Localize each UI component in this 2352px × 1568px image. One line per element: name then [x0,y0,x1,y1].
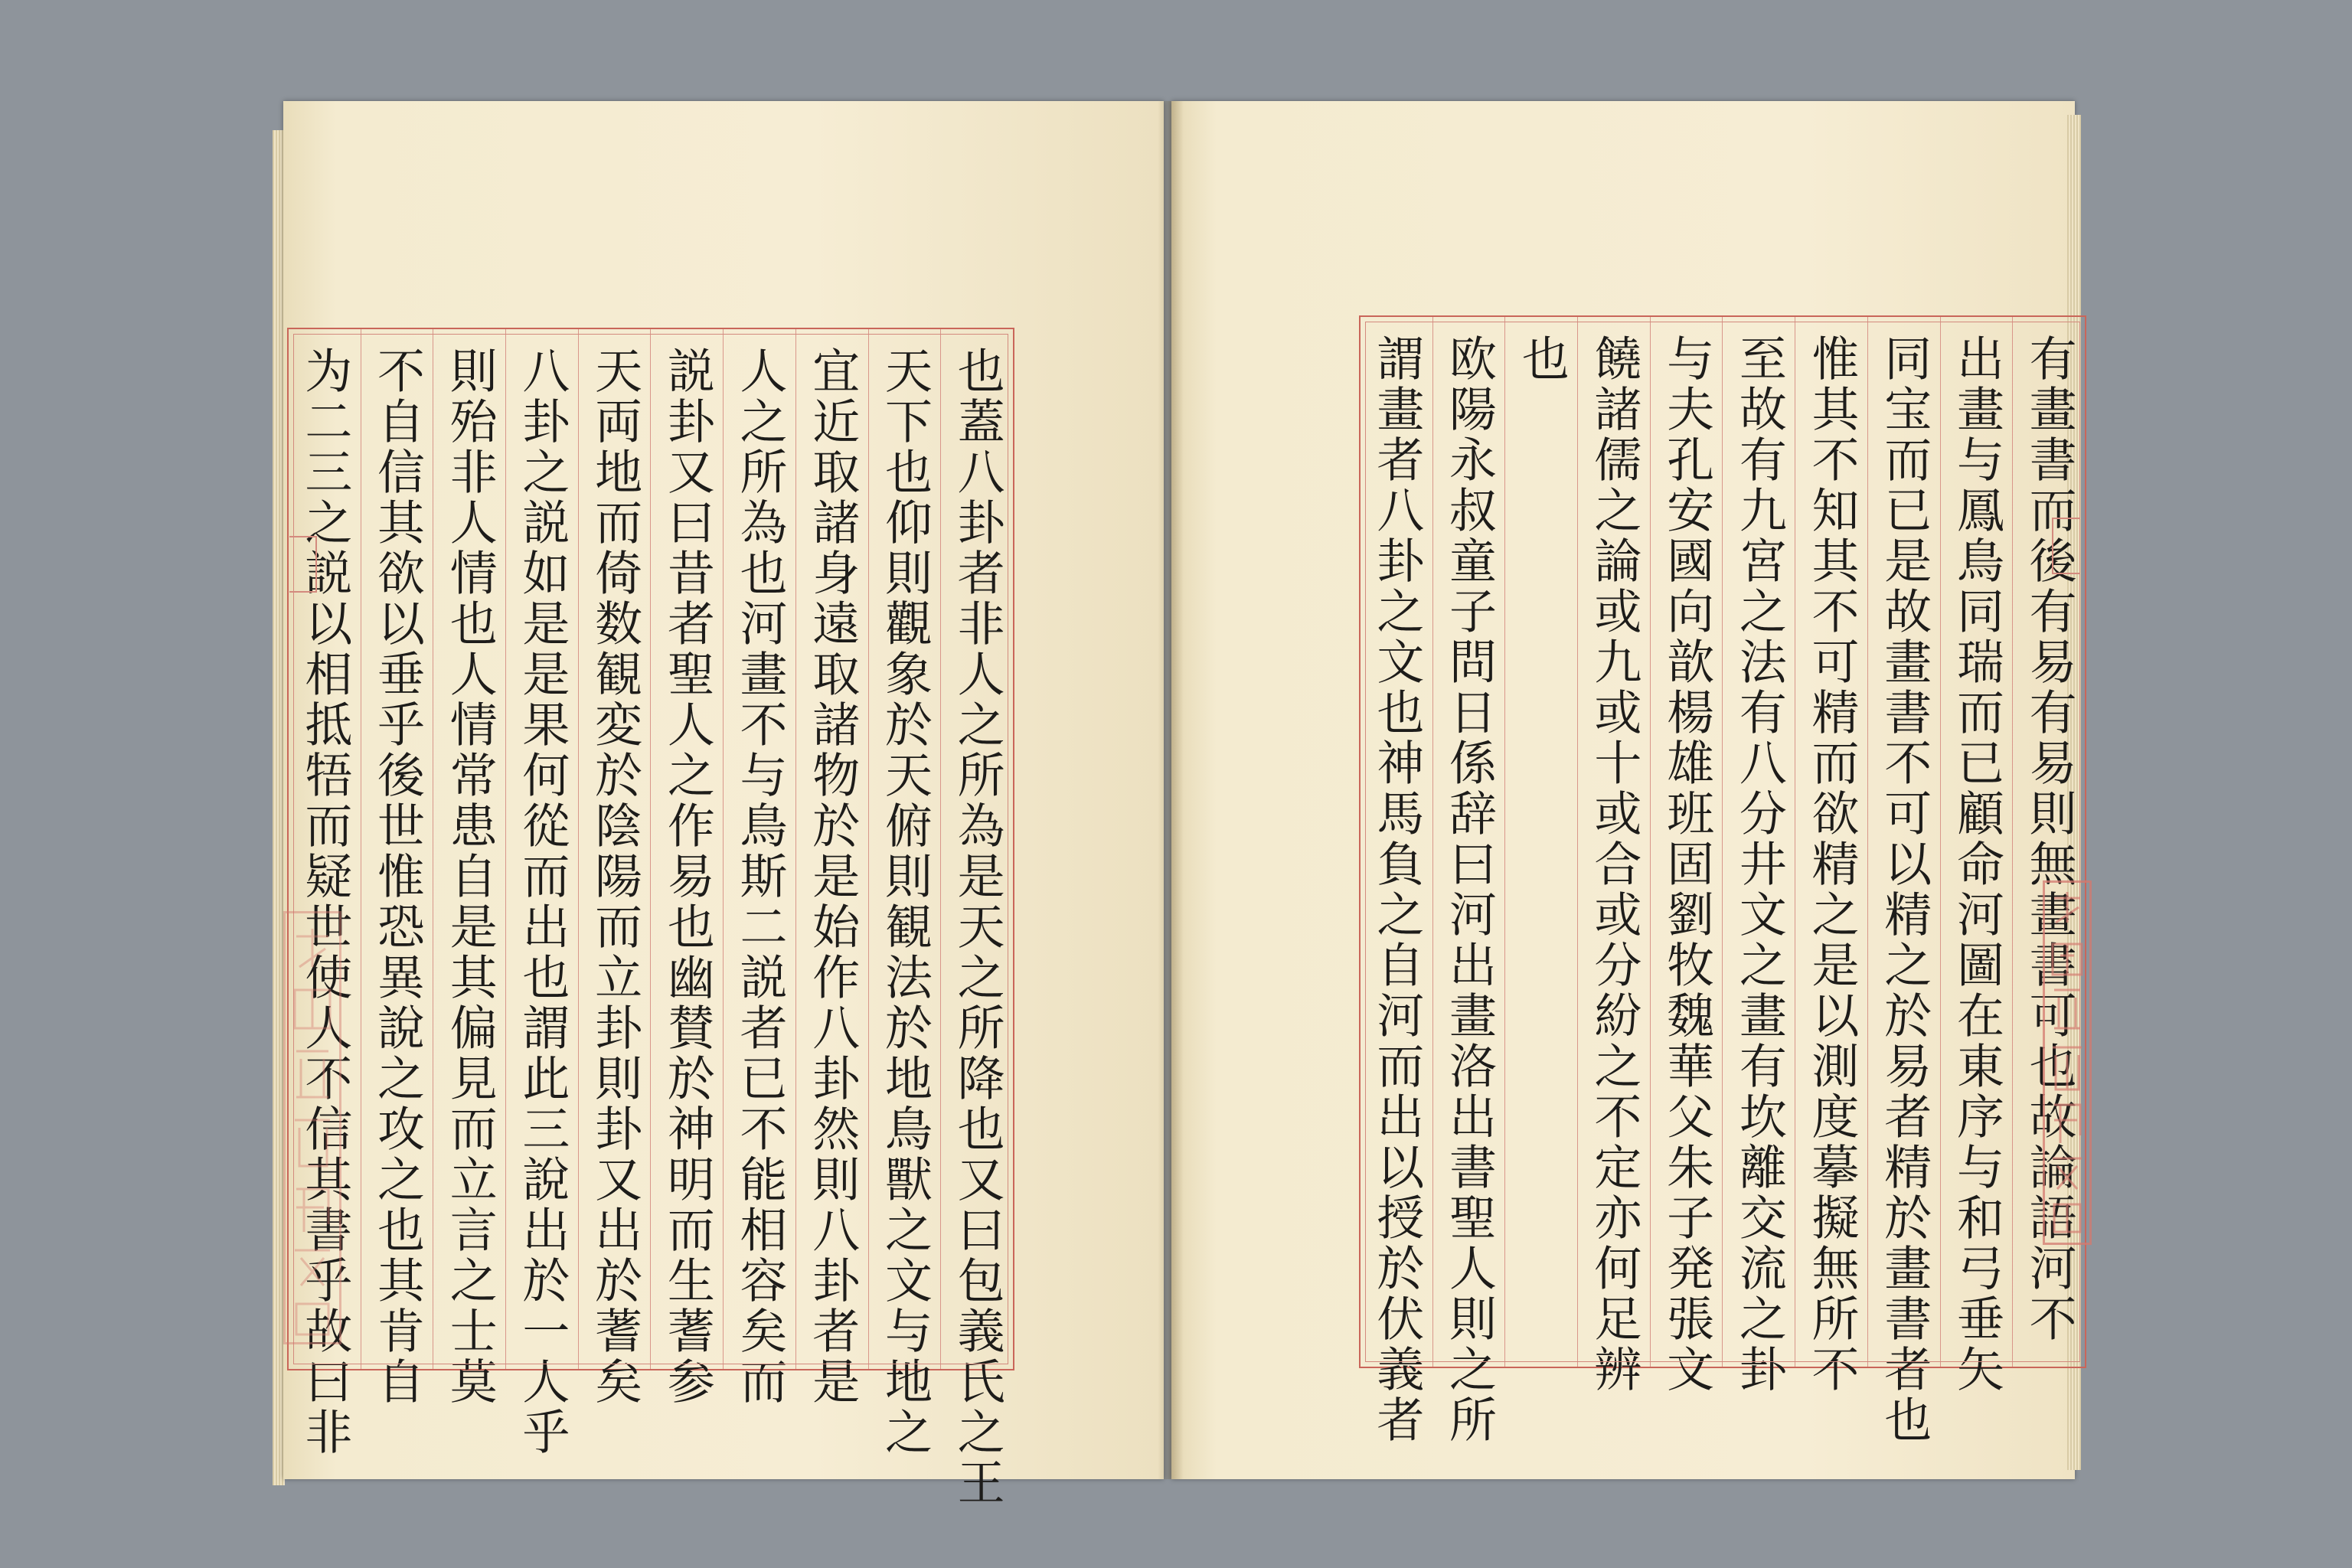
text-column-content: 説卦又曰昔者聖人之作易也幽賛於神明而生蓍参 [659,346,716,1407]
text-column-content: 饒諸儒之論或九或十或合或分紛之不定亦何足辨 [1586,334,1642,1395]
text-column [940,329,1013,1508]
text-column-content: 天両地而倚数観変於陰陽而立卦則卦又出於蓍矣 [586,346,643,1407]
text-column-content: 惟其不知其不可精而欲精之是以測度摹擬無所不 [1804,334,1860,1395]
left-page-text-frame [287,328,1014,1508]
text-column [1940,317,2013,1395]
text-column-content: 也 [1514,334,1570,384]
text-column [1504,317,1577,1367]
text-column-content: 謂畫者八卦之文也神馬負之自河而出以授於伏義者 [1368,334,1425,1446]
text-column [505,329,578,1458]
text-column [1722,317,1795,1395]
frame-fishtail-mark [2052,518,2079,574]
text-column-content: 宜近取諸身遠取諸物於是始作八卦然則八卦者是 [804,346,861,1407]
text-column-content: 至故有九宮之法有八分井文之畫有坎離交流之卦 [1731,334,1788,1395]
ownership-seal [283,911,341,1344]
text-column-content: 八卦之説如是是果何從而出也謂此三說出於一人乎 [514,346,570,1458]
text-column [868,329,941,1458]
text-column-content: 与夫孔安國向歆楊雄班固劉牧魏華父朱子発張文 [1658,334,1715,1395]
seal-glyphs-graphic [286,913,339,1342]
text-column [1361,317,1432,1446]
text-column [361,329,433,1407]
text-column-content: 不自信其欲以垂乎後世惟恐異說之攻之也其肯自 [369,346,426,1407]
text-column [578,329,651,1407]
text-column-content: 有畫書而後有易有易則無畫書可也故論語河不 [2021,334,2078,1344]
text-column-content: 則殆非人情也人情常患自是其偏見而立言之士莫 [442,346,498,1407]
ownership-seal [2043,880,2092,1245]
book-gutter [1158,101,1184,1479]
text-column-content: 天下也仰則觀象於天俯則観法於地鳥獸之文与地之 [877,346,933,1458]
text-column [723,329,795,1407]
text-column-content: 同宝而已是故畫書不可以精之於易者精於畫書者也 [1876,334,1932,1446]
text-column-content: 也蓋八卦者非人之所為是天之所降也又曰包義氏之王 [949,346,1006,1508]
right-page-text-frame [1359,315,2086,1446]
text-column [795,329,868,1407]
text-column-content: 出畫与鳳鳥同瑞而已顧命河圖在東序与和弓垂矢 [1949,334,2005,1395]
text-column-content: 为二三之説以相抵牾而疑世使人不信其書乎故曰非 [296,346,353,1458]
text-column-content: 人之所為也河畫不与鳥斯二説者已不能相容矣而 [732,346,789,1407]
text-column [1795,317,1867,1395]
frame-fishtail-mark [289,536,317,593]
seal-glyphs-graphic [2045,883,2089,1243]
text-column [1577,317,1650,1395]
text-column [1432,317,1505,1446]
text-column [1867,317,1940,1446]
text-column [433,329,505,1407]
text-column [650,329,723,1407]
text-column-content: 欧陽永叔童子問日係辞曰河出畫洛出書聖人則之所 [1441,334,1498,1446]
text-column [1650,317,1723,1395]
